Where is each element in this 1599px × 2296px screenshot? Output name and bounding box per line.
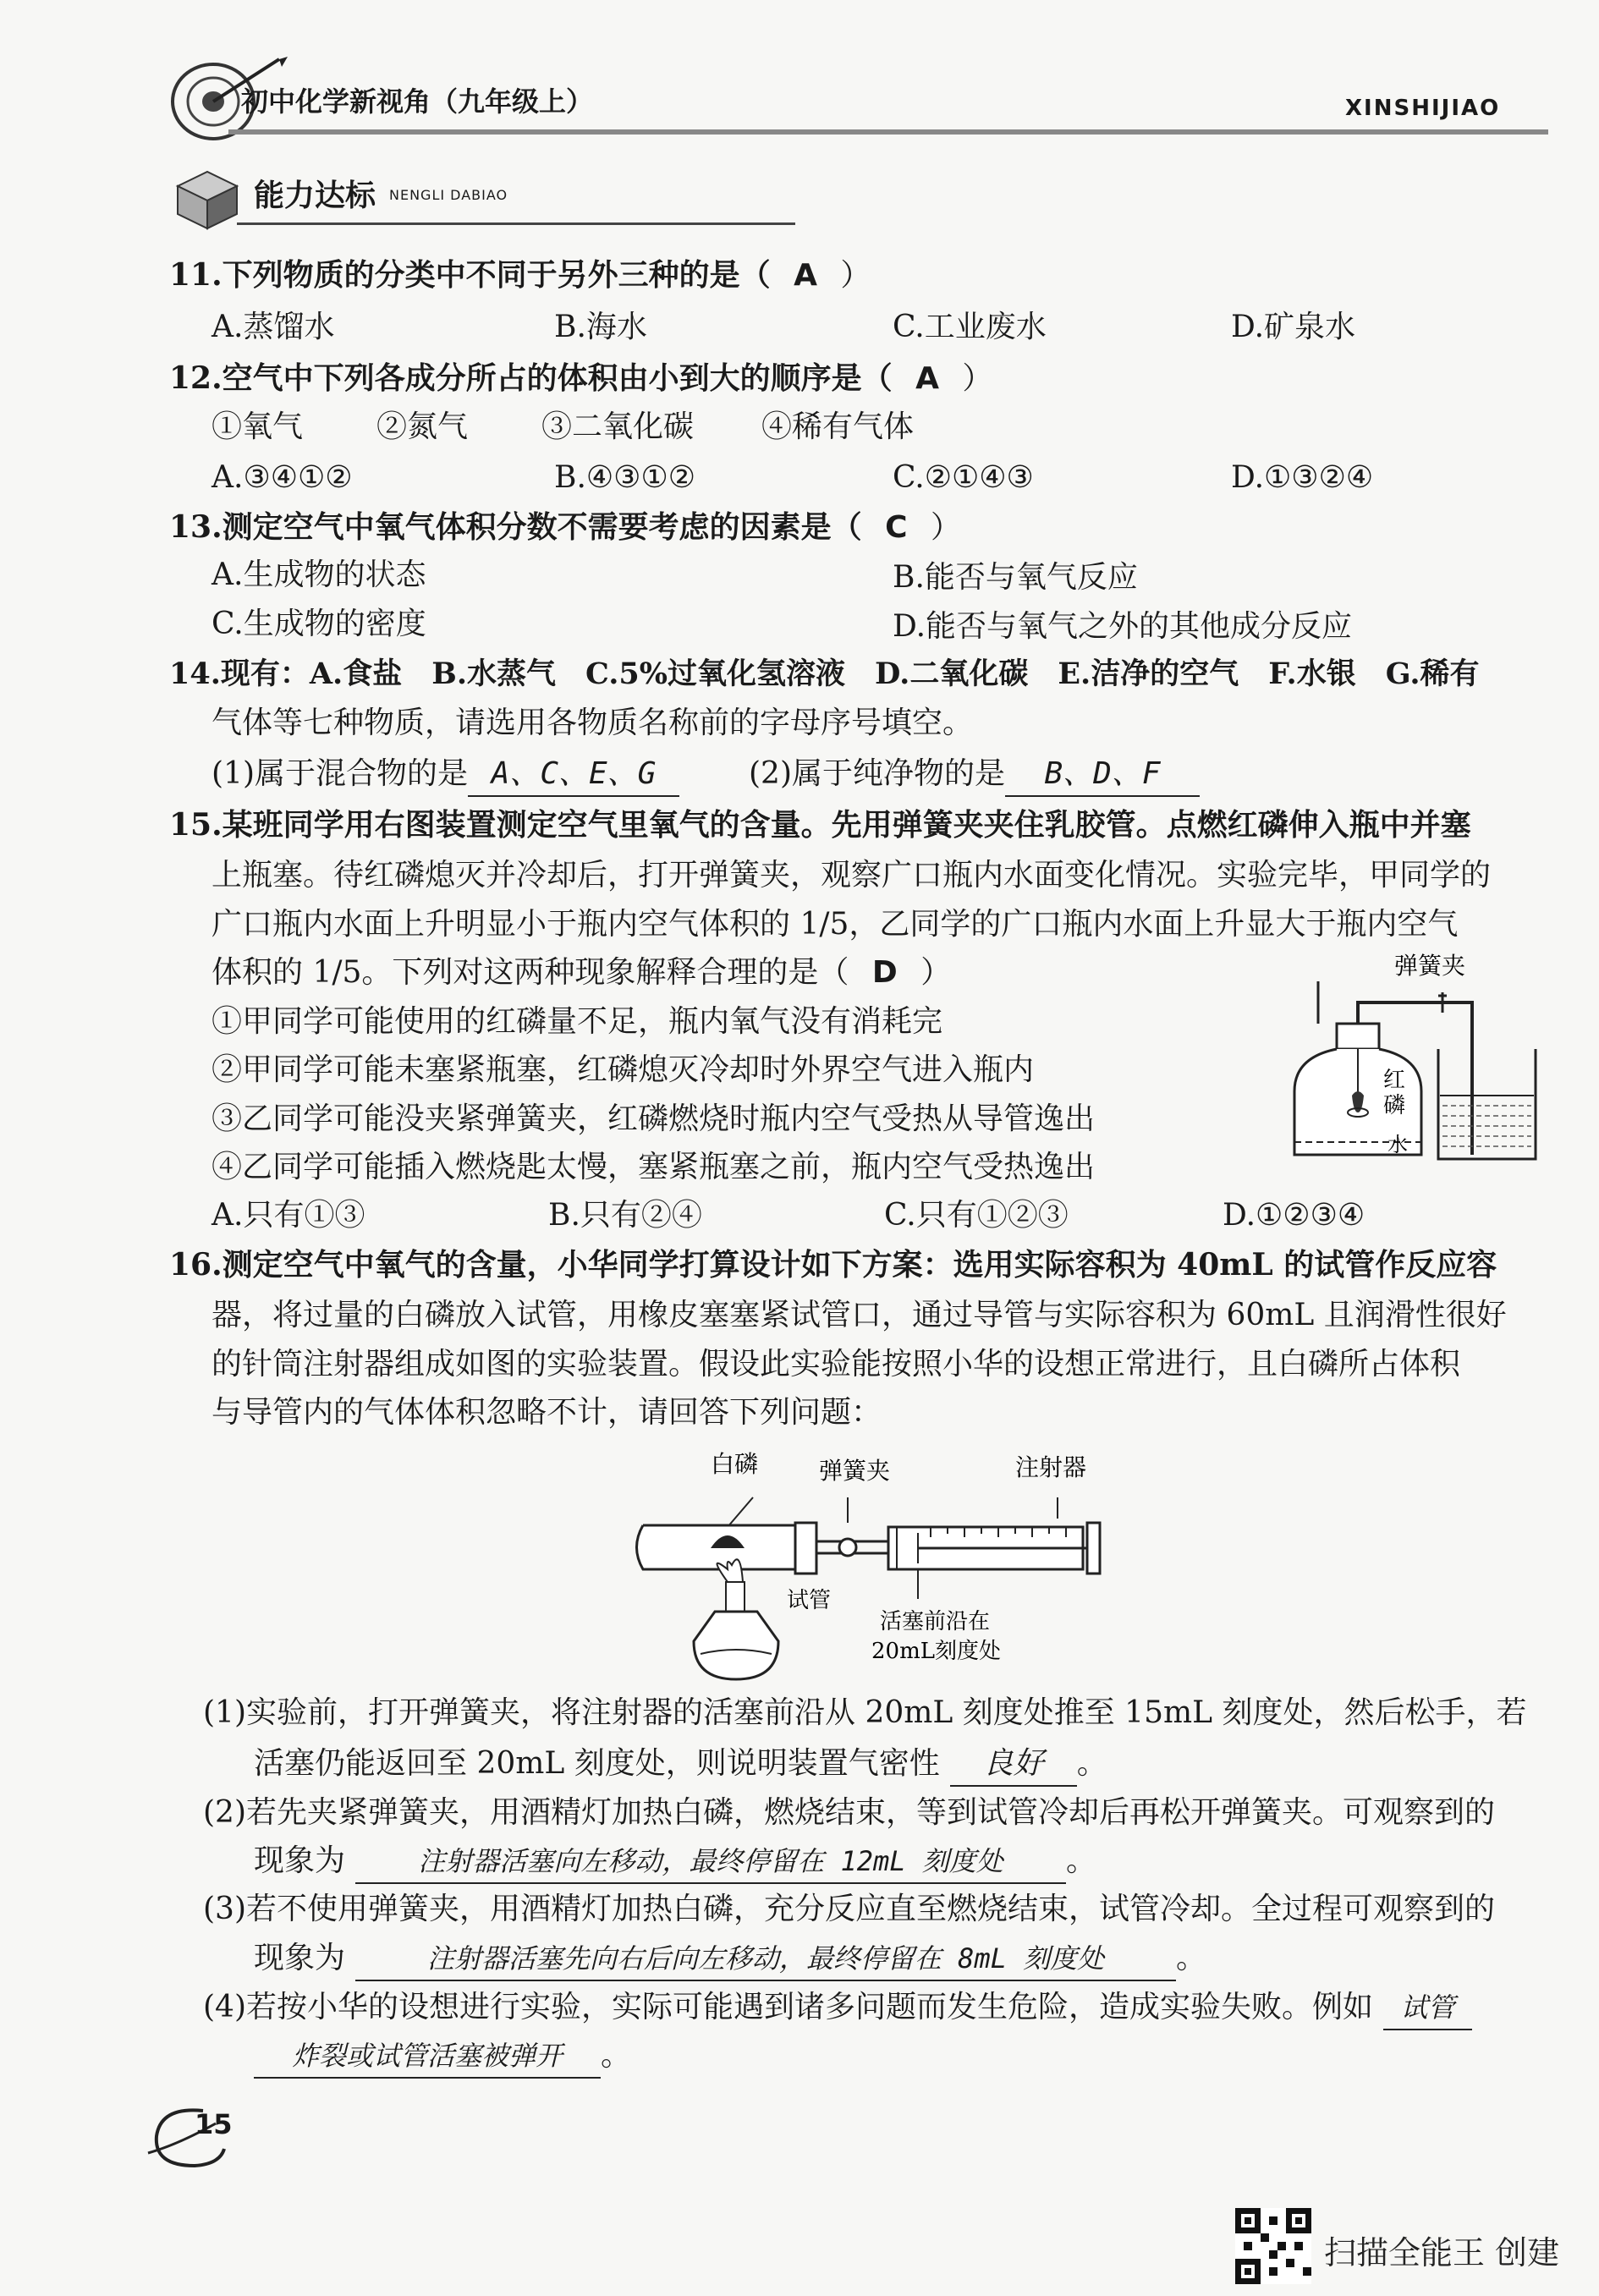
q16-p3-line-1: (3)若不使用弹簧夹，用酒精灯加热白磷，充分反应直至燃烧结束，试管冷却。全过程可观察到的 <box>203 1892 1495 1926</box>
q12-item-1: ①氧气 <box>212 409 304 444</box>
q16-piston-label-1: 活塞前沿在 <box>880 1609 991 1634</box>
q16-p4-answer-b: 炸裂或试管活塞被弹开 <box>254 2035 601 2079</box>
q16-clip-label: 弹簧夹 <box>819 1457 891 1485</box>
q16-p4-line-2 <box>254 2035 631 2079</box>
q11-option-c: C.工业废水 <box>893 310 1047 344</box>
q14-text-1: 14.现有：A.食盐 B.水蒸气 C.5%过氧化氢溶液 D.二氧化碳 E.洁净的空气 F.水银 G.稀有 <box>169 656 1480 691</box>
q11-question: 11.下列物质的分类中不同于另外三种的是（ <box>169 257 771 293</box>
q16-p1-answer: 良好 <box>950 1743 1077 1787</box>
q13-option-a: A.生成物的状态 <box>212 558 426 592</box>
q12-item-3: ③二氧化碳 <box>541 409 695 444</box>
q16-p2-line-2 <box>254 1840 1096 1884</box>
scanner-watermark: 扫描全能王 创建 <box>1324 2234 1560 2271</box>
q16-p4-line-1 <box>203 1986 1472 2030</box>
q15-option-a: A.只有①③ <box>212 1198 365 1233</box>
q16-p2-line-1: (2)若先夹紧弹簧夹，用酒精灯加热白磷，燃烧结束，等到试管冷却后再松开弹簧夹。可观察到的 <box>203 1795 1495 1830</box>
q16-line-1 <box>169 1244 1497 1287</box>
q12-item-2: ②氮气 <box>376 409 469 444</box>
q15-answer: D <box>871 955 898 990</box>
q12-option-c: C.②①④③ <box>893 460 1034 495</box>
q16-white-p-label: 白磷 <box>711 1450 759 1478</box>
q16-line-2: 器，将过量的白磷放入试管，用橡皮塞塞紧试管口，通过导管与实际容积为 60mL 且润滑性很好 <box>212 1298 1507 1332</box>
q12-option-a: A.③④①② <box>212 460 353 495</box>
brand-name: XINSHIJIAO <box>1345 96 1501 121</box>
q13-stem <box>169 506 961 549</box>
q12-question: 12.空气中下列各成分所占的体积由小到大的顺序是（ <box>169 360 893 396</box>
q11-stem <box>169 254 871 297</box>
q16-p2-text: 现象为 <box>254 1843 346 1878</box>
q16-line-3: 的针筒注射器组成如图的实验装置。假设此实验能按照小华的设想正常进行，且白磷所占体积 <box>212 1347 1461 1381</box>
q15-line-3: 广口瓶内水面上升明显小于瓶内空气体积的 1/5，乙同学的广口瓶内水面上升显大于瓶内空气 <box>212 907 1459 942</box>
q12-option-d: D.①③②④ <box>1231 460 1374 495</box>
q14-p1-label: (1)属于混合物的是 <box>212 756 468 791</box>
section-pinyin: NENGLI DABIAO <box>389 187 508 203</box>
q16-p1-line-1: (1)实验前，打开弹簧夹，将注射器的活塞前沿从 20mL 刻度处推至 15mL 刻度处，然后松手，若 <box>203 1695 1527 1730</box>
q15-line-1 <box>169 804 1471 847</box>
q14-part-2 <box>749 753 1200 797</box>
q15-close: ） <box>920 955 952 990</box>
q15-clip-label: 弹簧夹 <box>1394 952 1466 980</box>
qr-code-icon <box>1235 2208 1311 2284</box>
section-title: 能力达标 <box>254 179 376 213</box>
q12-item-4: ④稀有气体 <box>761 409 915 444</box>
q16-p4-end: 。 <box>601 2038 632 2073</box>
q16-line-4: 与导管内的气体体积忽略不计，请回答下列问题： <box>212 1395 882 1430</box>
q14-p2-label: (2)属于纯净物的是 <box>749 756 1005 791</box>
q15-line-2: 上瓶塞。待红磷熄灭并冷却后，打开弹簧夹，观察广口瓶内水面变化情况。实验完毕，甲同学的 <box>212 858 1492 893</box>
q15-question: 体积的 1/5。下列对这两种现象解释合理的是（ <box>212 955 849 990</box>
q14-line-2: 气体等七种物质，请选用各物质名称前的字母序号填空。 <box>212 706 974 740</box>
q13-question: 13.测定空气中氧气体积分数不需要考虑的因素是（ <box>169 509 862 545</box>
q12-close: ） <box>962 361 993 396</box>
q15-apparatus-figure <box>1269 943 1540 1163</box>
q15-red-label-1: 红 <box>1383 1068 1406 1093</box>
q13-option-b: B.能否与氧气反应 <box>893 560 1138 595</box>
q14-p2-answer: B、D、F <box>1005 753 1200 797</box>
q16-p1-text: 活塞仍能返回至 20mL 刻度处，则说明装置气密性 <box>254 1746 940 1781</box>
q15-line-4 <box>212 952 951 994</box>
q16-p3-text: 现象为 <box>254 1941 346 1975</box>
q16-text-1: 16.测定空气中氧气的含量，小华同学打算设计如下方案：选用实际容积为 40mL 的试管作反应容 <box>169 1247 1497 1283</box>
section-rule <box>237 222 795 225</box>
q16-p2-answer: 注射器活塞向左移动，最终停留在 12mL 刻度处 <box>355 1840 1066 1884</box>
q13-option-d: D.能否与氧气之外的其他成分反应 <box>893 609 1353 644</box>
header-rule <box>228 129 1548 135</box>
q16-tube-label: 试管 <box>787 1588 832 1613</box>
section-heading <box>169 165 804 233</box>
q11-option-d: D.矿泉水 <box>1231 310 1356 344</box>
q15-option-b: B.只有②④ <box>548 1198 702 1233</box>
q13-close: ） <box>930 510 961 545</box>
q15-text-1: 15.某班同学用右图装置测定空气里氧气的含量。先用弹簧夹夹住乳胶管。点燃红磷伸入瓶中并塞 <box>169 807 1471 843</box>
q15-option-c: C.只有①②③ <box>884 1198 1069 1233</box>
q14-part-1 <box>212 753 679 797</box>
cube-icon <box>169 165 245 233</box>
q16-p4-answer-a: 试管 <box>1383 1986 1472 2030</box>
q11-option-a: A.蒸馏水 <box>212 310 335 344</box>
book-title: 初中化学新视角（九年级上） <box>241 85 594 118</box>
q16-p1-line-2 <box>254 1743 1107 1787</box>
q15-water-label: 水 <box>1387 1133 1408 1156</box>
q16-apparatus-figure <box>626 1438 1134 1684</box>
q16-p3-end: 。 <box>1176 1941 1207 1975</box>
q14-p1-answer: A、C、E、G <box>468 753 679 797</box>
q16-p3-answer: 注射器活塞先向右后向左移动，最终停留在 8mL 刻度处 <box>355 1937 1176 1981</box>
q16-p3-line-2 <box>254 1937 1206 1981</box>
q15-item-1: ①甲同学可能使用的红磷量不足，瓶内氧气没有消耗完 <box>212 1004 943 1039</box>
q15-item-4: ④乙同学可能插入燃烧匙太慢，塞紧瓶塞之前，瓶内空气受热逸出 <box>212 1150 1096 1184</box>
q16-p1-end: 。 <box>1076 1746 1107 1781</box>
page-number: 15 <box>195 2108 233 2140</box>
q12-answer: A <box>915 361 939 396</box>
q12-option-b: B.④③①② <box>554 460 695 495</box>
q15-red-label-2: 磷 <box>1383 1093 1406 1118</box>
page-header <box>161 47 1548 148</box>
q15-option-d: D.①②③④ <box>1223 1198 1365 1233</box>
q16-p4-text: (4)若按小华的设想进行实验，实际可能遇到诸多问题而发生危险，造成实验失败。例如 <box>203 1990 1373 2024</box>
q15-item-3: ③乙同学可能没夹紧弹簧夹，红磷燃烧时瓶内空气受热从导管逸出 <box>212 1101 1096 1136</box>
q11-option-b: B.海水 <box>554 310 647 344</box>
q13-option-c: C.生成物的密度 <box>212 607 426 641</box>
q16-piston-label-2: 20mL刻度处 <box>871 1639 1002 1664</box>
q11-close: ） <box>840 258 871 293</box>
q13-answer: C <box>885 510 908 545</box>
q14-line-1 <box>169 653 1480 695</box>
q12-stem <box>169 357 992 400</box>
q11-answer: A <box>794 258 817 293</box>
q16-p2-end: 。 <box>1066 1843 1097 1878</box>
q15-item-2: ②甲同学可能未塞紧瓶塞，红磷熄灭冷却时外界空气进入瓶内 <box>212 1052 1035 1087</box>
q16-syringe-label: 注射器 <box>1015 1453 1087 1481</box>
